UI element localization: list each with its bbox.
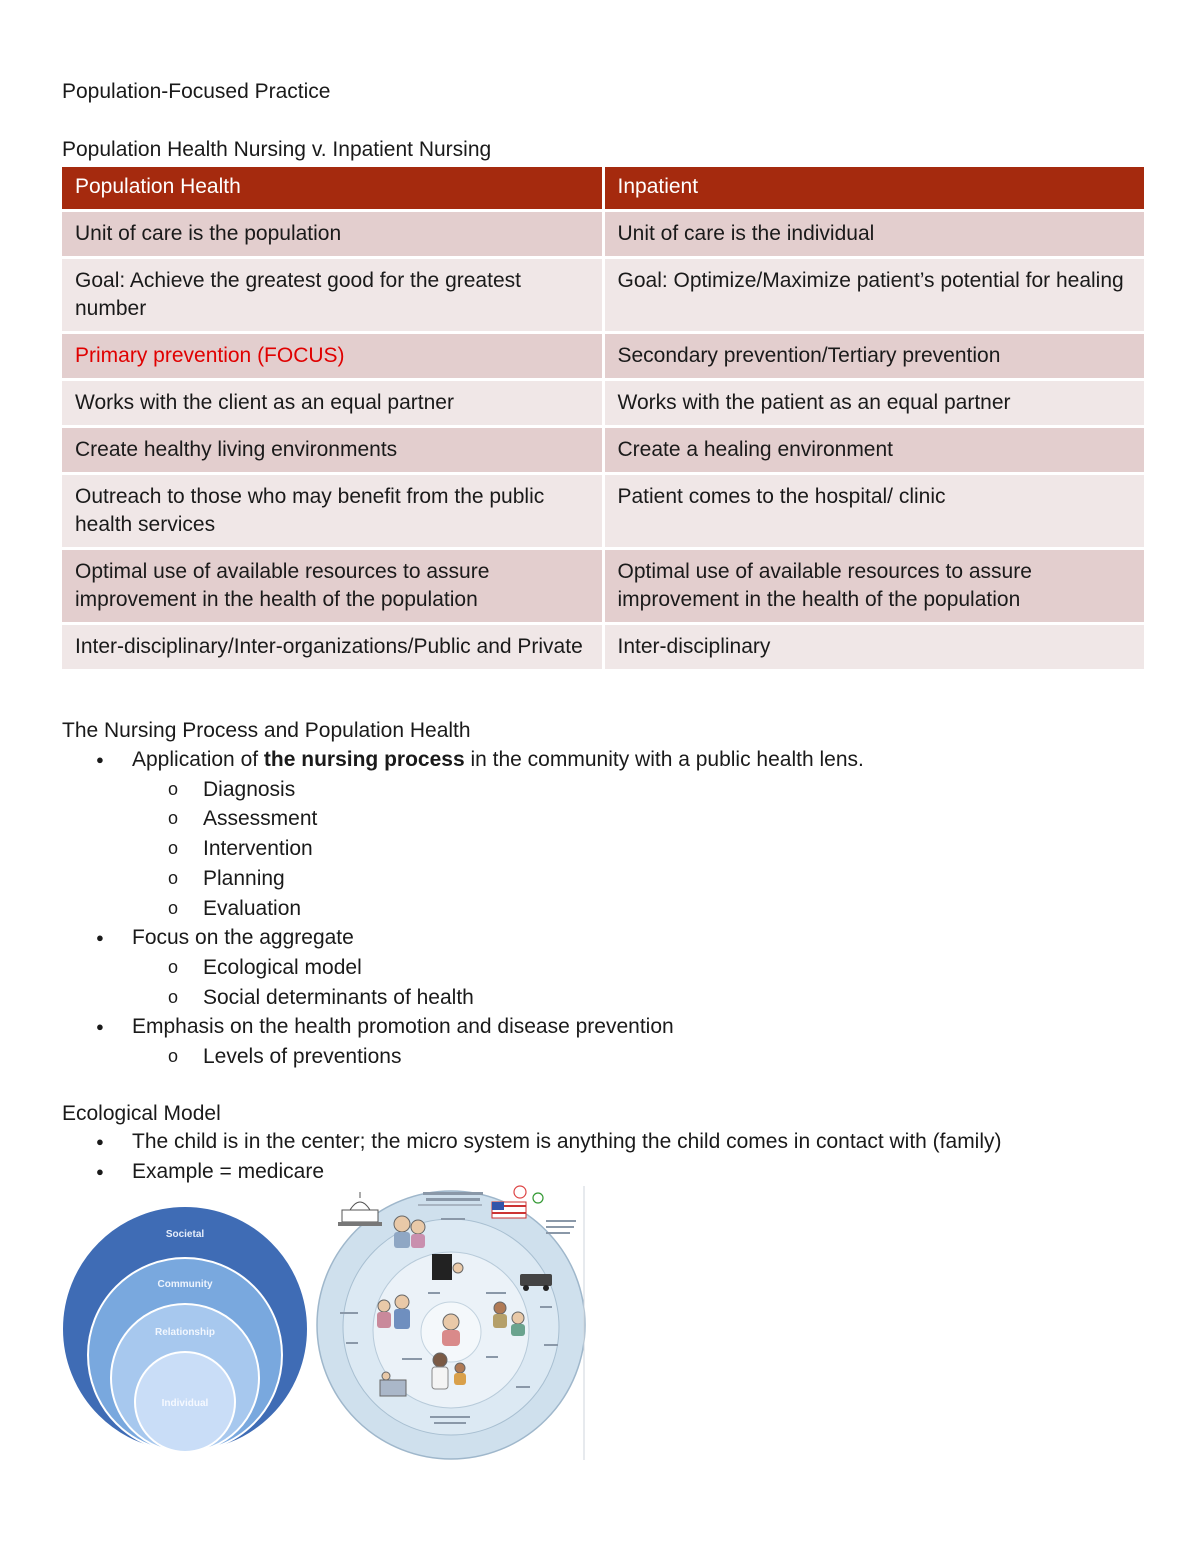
list-item: ● Focus on the aggregate [62,923,864,953]
table-cell: Inter-disciplinary/Inter-organizations/Public and Private [62,625,602,669]
table-cell: Optimal use of available resources to assure improvement in the health of the population [605,550,1145,622]
ecological-model-list [62,1127,1002,1186]
table-cell: Outreach to those who may benefit from the public health services [62,475,602,547]
sub-list-item: o Intervention [62,834,864,864]
ecological-illustration [310,1180,594,1462]
header-inpatient: Inpatient [605,167,1145,209]
table-row [62,212,1144,256]
ring-label-individual: Individual [161,1398,209,1409]
sub-list-item: o Diagnosis [62,775,864,805]
comparison-table [59,164,1147,672]
table-row [62,475,1144,547]
ecological-rings-diagram [62,1206,310,1454]
sub-list-item: o Social determinants of health [62,983,864,1013]
sub-list-item: o Assessment [62,804,864,834]
ring-label-societal: Societal [165,1229,205,1240]
capitol-building-icon [338,1192,382,1226]
table-cell: Works with the client as an equal partner [62,381,602,425]
nursing-process-list [62,745,864,1072]
ring-label-community: Community [157,1279,213,1290]
list-item: ● The child is in the center; the micro system is anything the child comes in contact with (family) [62,1127,1002,1157]
table-cell: Create a healing environment [605,428,1145,472]
sub-list-item: o Levels of preventions [62,1042,864,1072]
list-item [62,745,864,775]
table-cell: Works with the patient as an equal partner [605,381,1145,425]
ring-label-relationship: Relationship [154,1327,216,1338]
table-cell: Inter-disciplinary [605,625,1145,669]
list-item: ● Emphasis on the health promotion and disease prevention [62,1012,864,1042]
list-item-bold-text: the nursing process [263,748,465,771]
list-item-text: in the community with a public health lens. [464,748,864,771]
sub-list-item: o Evaluation [62,894,864,924]
header-population-health: Population Health [62,167,602,209]
sub-list-item: o Ecological model [62,953,864,983]
list-item: ● Example = medicare [62,1157,1002,1187]
list-item-text: Application of [132,748,264,771]
table-cell: Goal: Optimize/Maximize patient’s potential for healing [605,259,1145,331]
sub-list-item: o Planning [62,864,864,894]
fireworks-flag-icon [492,1186,543,1218]
table-heading: Population Health Nursing v. Inpatient Nursing [62,138,492,161]
table-cell: Create healthy living environments [62,428,602,472]
ecological-model-heading: Ecological Model [62,1102,221,1125]
table-row [62,259,1144,331]
table-row [62,428,1144,472]
table-cell: Unit of care is the population [62,212,602,256]
document-title: Population-Focused Practice [62,80,331,103]
table-cell: Optimal use of available resources to assure improvement in the health of the population [62,550,602,622]
table-row [62,334,1144,378]
table-row [62,625,1144,669]
table-cell-focus: Primary prevention (FOCUS) [62,334,602,378]
table-cell: Unit of care is the individual [605,212,1145,256]
table-cell: Patient comes to the hospital/ clinic [605,475,1145,547]
table-cell: Goal: Achieve the greatest good for the greatest number [62,259,602,331]
table-row [62,550,1144,622]
table-row [62,381,1144,425]
table-header-row [62,167,1144,209]
table-cell: Secondary prevention/Tertiary prevention [605,334,1145,378]
nursing-process-heading: The Nursing Process and Population Health [62,719,471,742]
